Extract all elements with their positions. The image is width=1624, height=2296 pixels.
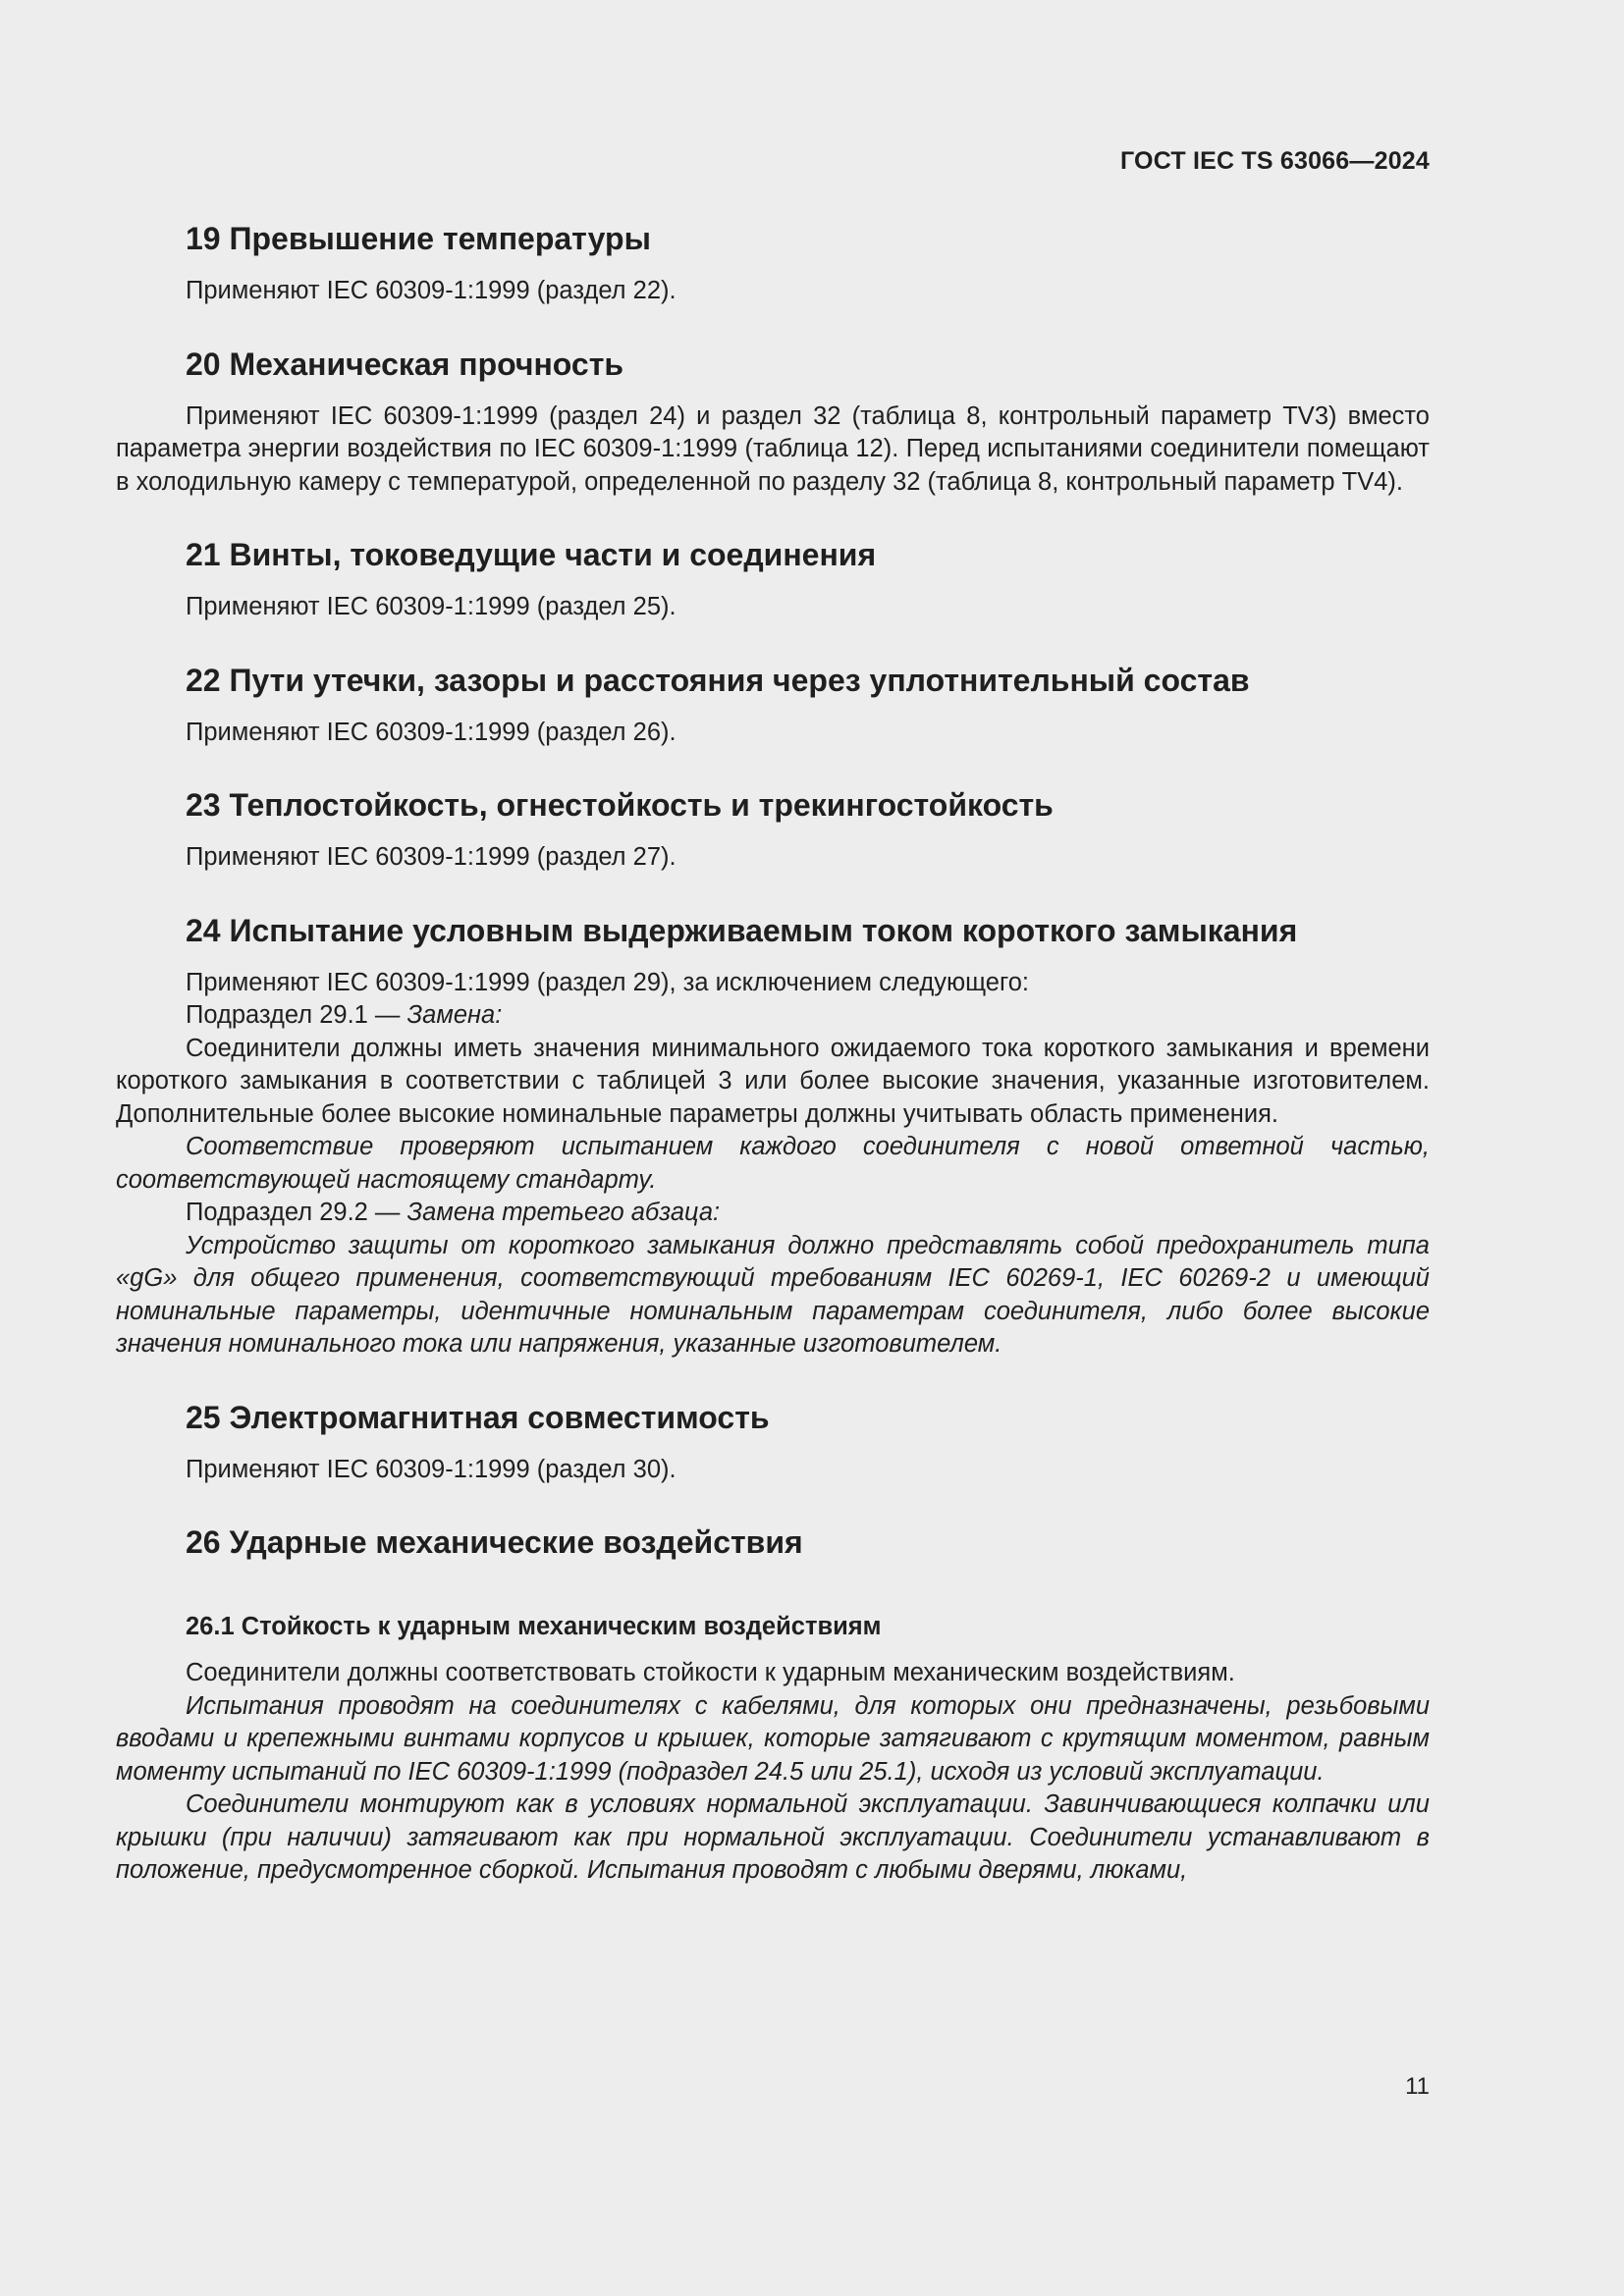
section-19-text: Применяют IEC 60309-1:1999 (раздел 22). <box>186 277 677 304</box>
page-number: 11 <box>1405 2073 1430 2100</box>
section-25-title: 25 Электромагнитная совместимость <box>186 1399 770 1435</box>
subsection-change-type: Замена: <box>406 1001 503 1029</box>
section-24-text-6: Устройство защиты от короткого замыкания должно представлять собой предохранитель типа «gG» для общего применения, соответствующий требованиям IEC 60269-1, IEC 60269-2 и имеющий номинальные параметры, идентичные номинальным параметрам соединителя, либо более высокие значения номинального тока или напряжения, указанные изготовителем. <box>116 1231 1430 1358</box>
section-24-text-4: Соответствие проверяют испытанием каждого соединителя с новой ответной частью, соответствующей настоящему стандарту. <box>116 1133 1430 1194</box>
section-20-text: Применяют IEC 60309-1:1999 (раздел 24) и раздел 32 (таблица 8, контрольный параметр TV3) вместо параметра энергии воздействия по IEC 60309-1:1999 (таблица 12). Перед испытаниями соединители помещают в холодильную камеру с температурой, определенной по разделу 32 (таблица 8, контрольный параметр TV4). <box>116 401 1430 496</box>
section-23-text: Применяют IEC 60309-1:1999 (раздел 27). <box>186 843 677 871</box>
section-26-text-1: Соединители должны соответствовать стойкости к ударным механическим воздействиям. <box>186 1659 1235 1686</box>
section-21-text: Применяют IEC 60309-1:1999 (раздел 25). <box>186 593 677 620</box>
section-21-title: 21 Винты, токоведущие части и соединения <box>186 537 877 572</box>
section-20-title: 20 Механическая прочность <box>186 346 624 382</box>
section-22-title: 22 Пути утечки, зазоры и расстояния через уплотнительный состав <box>186 662 1250 698</box>
section-24-text-3: Соединители должны иметь значения минимального ожидаемого тока короткого замыкания и времени короткого замыкания в соответствии с таблицей 3 или более высокие значения, указанные изготовителем. Дополнительные более высокие номинальные параметры должны учитывать область применения. <box>116 1034 1430 1128</box>
section-24-subsection-29-1 <box>116 999 1430 1033</box>
section-23-title: 23 Теплостойкость, огнестойкость и трекингостойкость <box>186 787 1054 823</box>
section-19-title: 19 Превышение температуры <box>186 221 651 256</box>
subsection-label: Подраздел 29.2 — <box>186 1199 407 1226</box>
section-24-title: 24 Испытание условным выдерживаемым током короткого замыкания <box>186 912 1298 948</box>
subsection-label: Подраздел 29.1 — <box>186 1001 407 1029</box>
section-24-subsection-29-2 <box>116 1197 1430 1230</box>
section-22-text: Применяют IEC 60309-1:1999 (раздел 26). <box>186 718 677 746</box>
document-body <box>116 218 1430 1888</box>
document-code: ГОСТ IEC TS 63066—2024 <box>1120 147 1430 175</box>
subsection-change-type: Замена третьего абзаца: <box>406 1199 721 1226</box>
section-24-text-1: Применяют IEC 60309-1:1999 (раздел 29), за исключением следующего: <box>186 968 1029 996</box>
subsection-26-1-title: 26.1 Стойкость к ударным механическим воздействиям <box>186 1613 882 1640</box>
section-26-text-2: Испытания проводят на соединителях с кабелями, для которых они предназначены, резьбовыми вводами и крепежными винтами корпусов и крышек, которые затягивают с крутящим моментом, равным моменту испытаний по IEC 60309-1:1999 (подраздел 24.5 или 25.1), исходя из условий эксплуатации. <box>116 1691 1430 1786</box>
section-26-text-3: Соединители монтируют как в условиях нормальной эксплуатации. Завинчивающиеся колпачки или крышки (при наличии) затягивают как при нормальной эксплуатации. Соединители устанавливают в положение, предусмотренное сборкой. Испытания проводят с любыми дверями, люками, <box>116 1790 1430 1884</box>
section-26-title: 26 Ударные механические воздействия <box>186 1524 803 1560</box>
section-25-text: Применяют IEC 60309-1:1999 (раздел 30). <box>186 1455 677 1483</box>
